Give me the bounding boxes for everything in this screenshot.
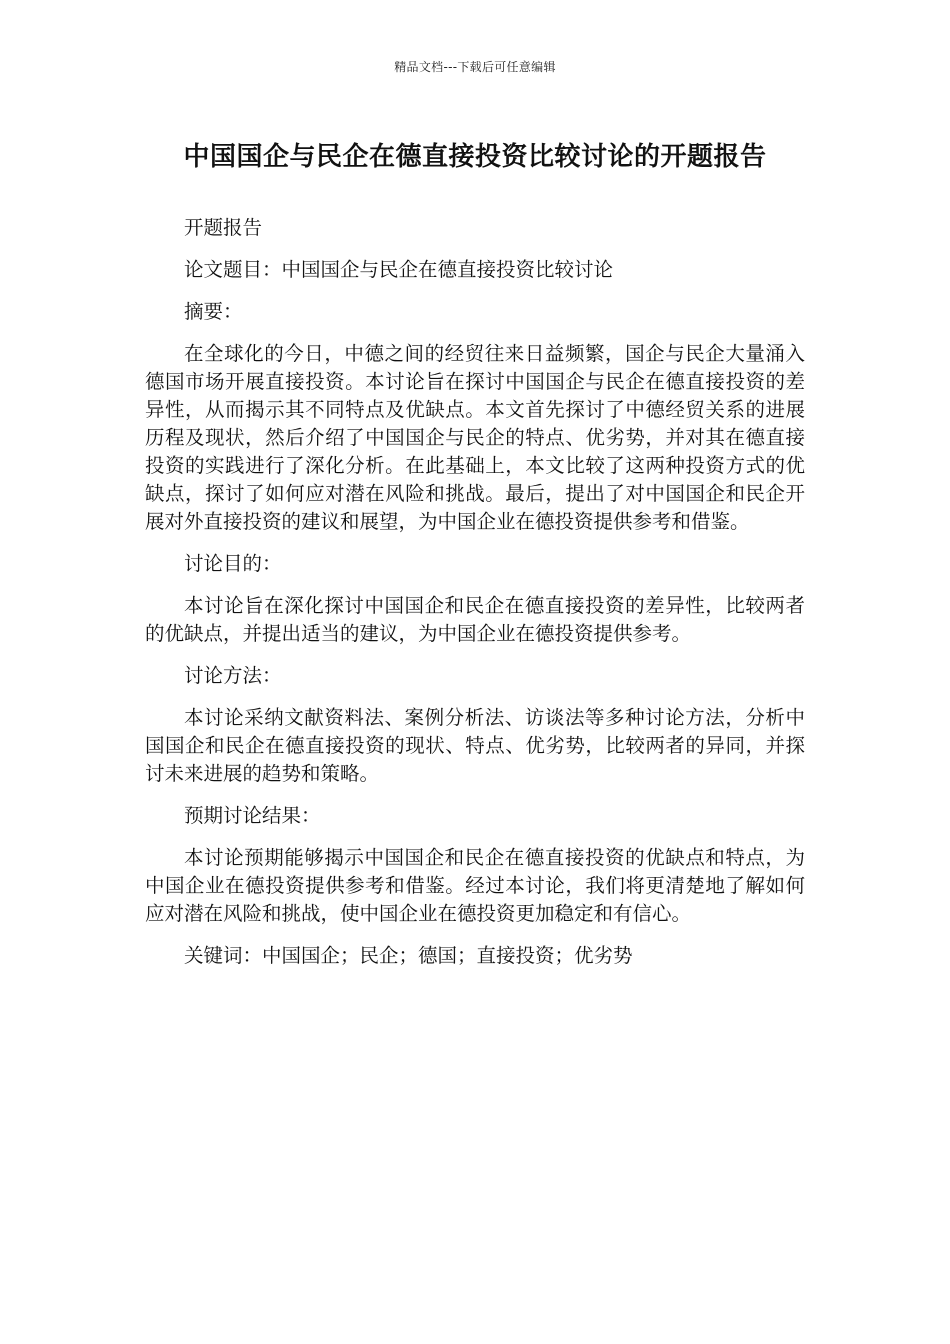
abstract-paragraph: 在全球化的今日，中德之间的经贸往来日益频繁，国企与民企大量涌入德国市场开展直接投资。本讨论旨在探讨中国国企与民企在德直接投资的差异性，从而揭示其不同特点及优缺点。本文首先探讨了中德经贸关系的进展历程及现状，然后介绍了中国国企与民企的特点、优劣势，并对其在德直接投资的实践进行了深化分析。在此基础上，本文比较了这两种投资方式的优缺点，探讨了如何应对潜在风险和挑战。最后，提出了对中国国企和民企开展对外直接投资的建议和展望，为中国企业在德投资提供参考和借鉴。 bbox=[145, 342, 805, 533]
report-type-label: 开题报告 bbox=[184, 216, 263, 239]
expected-results-paragraph: 本讨论预期能够揭示中国国企和民企在德直接投资的优缺点和特点，为中国企业在德投资提供参考和借鉴。经过本讨论，我们将更清楚地了解如何应对潜在风险和挑战，使中国企业在德投资更加稳定和有信心。 bbox=[145, 846, 805, 925]
thesis-title-line: 论文题目：中国国企与民企在德直接投资比较讨论 bbox=[184, 258, 614, 281]
method-heading: 讨论方法： bbox=[184, 664, 282, 687]
expected-results-heading: 预期讨论结果： bbox=[184, 804, 321, 827]
keywords-line: 关键词：中国国企；民企；德国；直接投资；优劣势 bbox=[184, 944, 633, 967]
purpose-paragraph: 本讨论旨在深化探讨中国国企和民企在德直接投资的差异性，比较两者的优缺点，并提出适当的建议，为中国企业在德投资提供参考。 bbox=[145, 594, 805, 645]
header-note: 精品文档---下载后可任意编辑 bbox=[394, 60, 556, 74]
purpose-heading: 讨论目的： bbox=[184, 552, 282, 575]
document-body bbox=[145, 214, 805, 984]
abstract-heading: 摘要： bbox=[184, 300, 243, 323]
document-title: 中国国企与民企在德直接投资比较讨论的开题报告 bbox=[183, 142, 767, 172]
method-paragraph: 本讨论采纳文献资料法、案例分析法、访谈法等多种讨论方法，分析中国国企和民企在德直接投资的现状、特点、优劣势，比较两者的异同，并探讨未来进展的趋势和策略。 bbox=[145, 706, 805, 785]
